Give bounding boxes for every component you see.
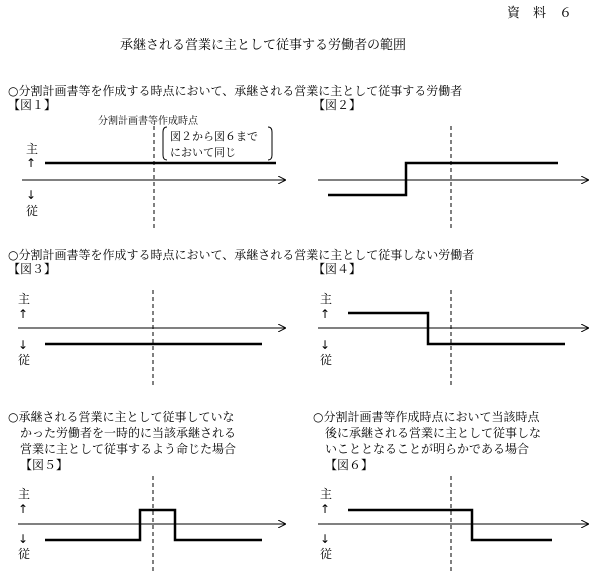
section-heading-future-right-2: 後に承継される営業に主として従事しな xyxy=(313,426,542,440)
figure-3 xyxy=(18,290,285,388)
page-title: 承継される営業に主として従事する労働者の範囲 xyxy=(120,38,407,53)
fig4-sub-label: 従 xyxy=(320,353,333,367)
fig1-main-label: 主 xyxy=(26,142,39,156)
fig4-main-label: 主 xyxy=(320,292,333,306)
fig3-sub-label: 従 xyxy=(18,353,31,367)
figure-label-5: 【図５】 xyxy=(20,458,69,472)
fig4-down-arrow: ↓ xyxy=(320,338,331,352)
fig5-main-label: 主 xyxy=(18,487,31,501)
fig2-status-line xyxy=(328,163,558,195)
fig5-up-arrow: ↑ xyxy=(18,502,29,516)
figure-label-4: 【図４】 xyxy=(313,262,362,276)
figure-6 xyxy=(318,476,588,574)
note-line-2: において同じ xyxy=(170,146,236,159)
document-label: 資 料 ６ xyxy=(507,6,573,21)
fig1-down-arrow: ↓ xyxy=(26,188,37,202)
figure-2 xyxy=(318,126,588,230)
fig1-sub-label: 従 xyxy=(26,204,39,218)
fig5-down-arrow: ↓ xyxy=(18,532,29,546)
section-heading-temporary-left-3: 営業に主として従事するよう命じた場合 xyxy=(8,442,237,456)
figure-label-1: 【図１】 xyxy=(8,98,57,112)
fig3-main-label: 主 xyxy=(18,292,31,306)
fig6-status-line xyxy=(348,510,552,540)
fig4-up-arrow: ↑ xyxy=(320,307,331,321)
fig6-main-label: 主 xyxy=(320,487,333,501)
section-heading-future-right-1: ○分割計画書等作成時点において当該時点 xyxy=(313,410,540,424)
section-heading-future-right-3: いこととなることが明らかである場合 xyxy=(313,442,530,456)
figure-label-2: 【図２】 xyxy=(313,98,362,112)
fig3-up-arrow: ↑ xyxy=(18,307,29,321)
split-plan-time-label: 分割計画書等作成時点 xyxy=(98,116,198,127)
note-line-1: 図２から図６まで xyxy=(170,130,258,143)
figure-4 xyxy=(318,290,588,388)
figure-label-6: 【図６】 xyxy=(325,458,374,472)
section-heading-temporary-left-1: ○承継される営業に主として従事していな xyxy=(8,410,235,424)
section-heading-non-main-worker: ○分割計画書等を作成する時点において、承継される営業に主として従事しない労働者 xyxy=(8,248,475,262)
fig3-down-arrow: ↓ xyxy=(18,338,29,352)
figure-label-3: 【図３】 xyxy=(8,262,57,276)
fig5-sub-label: 従 xyxy=(18,547,31,561)
fig1-note-bracket xyxy=(163,127,272,160)
fig6-down-arrow: ↓ xyxy=(320,532,331,546)
figure-5 xyxy=(18,476,285,574)
section-heading-main-worker: ○分割計画書等を作成する時点において、承継される営業に主として従事する労働者 xyxy=(8,84,463,98)
fig1-up-arrow: ↑ xyxy=(26,156,37,170)
section-heading-temporary-left-2: かった労働者を一時的に当該承継される xyxy=(8,426,237,440)
fig6-up-arrow: ↑ xyxy=(320,502,331,516)
figure-1 xyxy=(22,126,285,230)
fig6-sub-label: 従 xyxy=(320,547,333,561)
